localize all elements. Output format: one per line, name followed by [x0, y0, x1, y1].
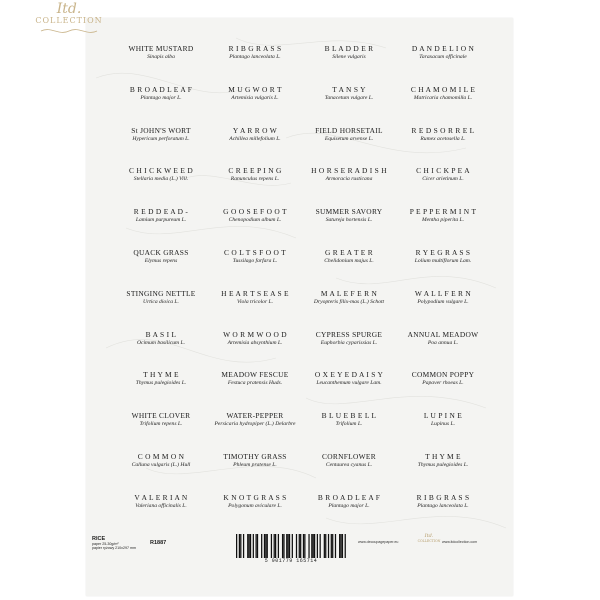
herb-common-name: M A L E F E R N: [320, 288, 378, 298]
herb-latin-name: Rumex acetosella L.: [420, 135, 466, 142]
herb-latin-name: Phleum pratense L.: [233, 461, 277, 468]
herb-label: [208, 450, 302, 491]
herb-common-name: T A N S Y: [332, 84, 366, 94]
herb-label: [114, 491, 208, 532]
herb-common-name: W O R M W O O D: [223, 329, 287, 339]
herb-common-name: B R O A D L E A F: [317, 492, 381, 502]
herb-label: [396, 368, 490, 409]
herb-common-name: K N O T G R A S S: [223, 492, 287, 502]
herb-label: [396, 450, 490, 491]
paper-size: papier ryżowy 210x297 mm: [92, 546, 136, 550]
herb-common-name: H O R S E R A D I S H: [311, 166, 387, 176]
herb-common-name: C O M M O N: [137, 451, 185, 461]
herb-label: [396, 124, 490, 165]
herb-latin-name: Urtica dioica L.: [143, 298, 179, 305]
herb-common-name: MEADOW FESCUE: [221, 370, 289, 380]
website-itd: www.itdcollection.com: [442, 540, 478, 544]
herb-label: [208, 409, 302, 450]
herb-latin-name: Polypodium vulgare L.: [417, 298, 469, 305]
barcode-image: [236, 534, 346, 558]
herb-label: [302, 246, 396, 287]
herb-common-name: WATER-PEPPER: [226, 411, 284, 421]
herb-latin-name: Taraxacum officinale: [419, 54, 467, 60]
herb-common-name: V A L E R I A N: [134, 492, 188, 502]
herb-latin-name: Ocimum basilicum L.: [136, 339, 185, 346]
barcode-number: 5 901779 165714: [264, 558, 318, 564]
herb-latin-name: Trifolium repens L.: [139, 421, 183, 428]
herb-common-name: COMMON POPPY: [411, 370, 475, 380]
herb-latin-name: Armoracia rusticana: [325, 176, 373, 183]
herb-latin-name: Viola tricolor L.: [236, 298, 274, 305]
herb-latin-name: Plantago lanceolata L.: [417, 502, 469, 509]
herb-common-name: T H Y M E: [143, 370, 179, 380]
product-code: R1887: [150, 540, 167, 546]
herb-label: [396, 287, 490, 328]
herb-latin-name: Thymus pulegioides L.: [135, 380, 187, 387]
herb-common-name: C O L T S F O O T: [224, 247, 286, 257]
herb-label: [302, 205, 396, 246]
herb-label: [302, 328, 396, 369]
herb-label: [114, 450, 208, 491]
herb-label: [114, 409, 208, 450]
herb-latin-name: Ranunculus repens L.: [230, 176, 280, 183]
flourish-ornament: [39, 26, 99, 36]
herb-common-name: L U P I N E: [423, 411, 463, 421]
herb-latin-name: Plantago lanceolata L.: [229, 54, 281, 60]
herb-latin-name: Plantago major L.: [140, 94, 182, 101]
herb-label: [114, 205, 208, 246]
herb-common-name: Y A R R O W: [232, 125, 278, 135]
herb-latin-name: Elymus repens: [144, 257, 178, 264]
herb-latin-name: Tanacetum vulgare L.: [324, 94, 374, 101]
herb-latin-name: Thymus pulegioides L.: [417, 461, 469, 468]
herb-label: [208, 368, 302, 409]
herb-latin-name: Lolium multiflorum Lam.: [414, 257, 472, 264]
herb-common-name: C H I C K W E E D: [129, 166, 193, 176]
herb-common-name: G R E A T E R: [325, 247, 373, 257]
herb-common-name: WHITE MUSTARD: [128, 44, 194, 53]
herb-common-name: D A N D E L I O N: [411, 44, 475, 53]
herb-common-name: St JOHN'S WORT: [131, 125, 191, 135]
herb-common-name: R I B G R A S S: [228, 44, 282, 53]
herb-latin-name: Silene vulgaris: [332, 54, 366, 60]
herb-common-name: C H A M O M I L E: [410, 84, 476, 94]
brand-logo: Itd. COLLECTION: [14, 2, 124, 52]
footer-brand-logo: Itd. COLLECTION: [417, 533, 441, 543]
herb-latin-name: Satureja hortensis L.: [325, 217, 373, 224]
herb-label: [396, 83, 490, 124]
herb-latin-name: Chenopodium album L.: [228, 217, 282, 224]
herb-latin-name: Polygonum aviculare L.: [228, 502, 282, 509]
herb-label: [208, 164, 302, 205]
herb-latin-name: Papaver rhoeas L.: [422, 380, 464, 387]
herb-common-name: FIELD HORSETAIL: [315, 125, 383, 135]
herb-common-name: R I B G R A S S: [416, 492, 470, 502]
herb-label: [208, 246, 302, 287]
herb-common-name: R E D D E A D -: [133, 207, 189, 217]
herb-label: [396, 409, 490, 450]
herb-latin-name: Artemisia absynthium L.: [227, 339, 283, 346]
herb-label: [396, 205, 490, 246]
herb-label: [396, 164, 490, 205]
herb-label: [302, 124, 396, 165]
herb-label: [302, 42, 396, 83]
paper-info: [92, 536, 167, 550]
herb-label: [114, 124, 208, 165]
herb-common-name: WHITE CLOVER: [131, 411, 191, 421]
herb-common-name: T H Y M E: [425, 451, 461, 461]
herb-label: [114, 164, 208, 205]
herb-latin-name: Chelidonium majus L.: [324, 257, 374, 264]
herb-latin-name: Dryopteris filix-mas (L.) Schott: [313, 298, 385, 305]
herb-latin-name: Lupinus L.: [431, 421, 455, 428]
herb-latin-name: Euphorbia cyparissias L.: [320, 339, 378, 346]
herb-latin-name: Sinapis alba: [147, 54, 175, 60]
herb-latin-name: Artemisia vulgaris L.: [231, 94, 279, 101]
herb-label: [114, 246, 208, 287]
herb-label: [208, 287, 302, 328]
herb-latin-name: Festuca pratensis Huds.: [227, 380, 283, 387]
herb-latin-name: Tussilago farfara L.: [232, 257, 278, 264]
herb-common-name: G O O S E F O O T: [223, 207, 287, 217]
herb-common-name: C H I C K P E A: [416, 166, 470, 176]
herb-label: [208, 328, 302, 369]
herb-label: [302, 83, 396, 124]
herb-common-name: P E P P E R M I N T: [409, 207, 477, 217]
herb-label: [114, 328, 208, 369]
herb-label: [302, 450, 396, 491]
herb-common-name: STINGING NETTLE: [126, 288, 196, 298]
herb-common-name: B L A D D E R: [324, 44, 374, 53]
herb-latin-name: Stellaria media (L.) Vill.: [133, 176, 189, 183]
herb-common-name: B L U E B E L L: [321, 411, 377, 421]
herb-latin-name: Centaurea cyanus L.: [325, 461, 373, 468]
herb-latin-name: Leucanthemum vulgare Lam.: [316, 380, 382, 387]
herb-common-name: H E A R T S E A S E: [221, 288, 289, 298]
rice-paper-sheet: [86, 18, 513, 596]
herb-label: [396, 328, 490, 369]
herb-label: [208, 491, 302, 532]
herb-label: [302, 368, 396, 409]
herb-common-name: W A L L F E R N: [414, 288, 472, 298]
herb-latin-name: Valeriana officinalis L.: [135, 502, 187, 509]
herb-label: [114, 368, 208, 409]
herb-latin-name: Achillea millefolium L.: [229, 135, 281, 142]
herb-latin-name: Poa annua L.: [427, 339, 459, 346]
herb-label: [396, 246, 490, 287]
herb-common-name: ANNUAL MEADOW: [407, 329, 479, 339]
herb-label: [396, 491, 490, 532]
herb-common-name: B R O A D L E A F: [129, 84, 193, 94]
herb-label: [302, 409, 396, 450]
label-grid: [114, 42, 490, 532]
herb-label: [302, 164, 396, 205]
herb-latin-name: Plantago major L.: [328, 502, 370, 509]
herb-latin-name: Cicer arietinum L.: [422, 176, 464, 183]
herb-label: [208, 42, 302, 83]
herb-latin-name: Calluna vulgaris (L.) Hull: [131, 461, 191, 468]
herb-label: [302, 491, 396, 532]
herb-label: [114, 42, 208, 83]
herb-latin-name: Lamium purpureum L.: [135, 217, 187, 224]
herb-latin-name: Trifolium L.: [335, 421, 363, 428]
herb-common-name: R E D S O R R E L: [411, 125, 475, 135]
herb-common-name: TIMOTHY GRASS: [223, 451, 287, 461]
herb-common-name: B A S I L: [145, 329, 177, 339]
paper-type: RICE: [92, 536, 106, 542]
herb-common-name: C R E E P I N G: [228, 166, 282, 176]
herb-common-name: R Y E G R A S S: [415, 247, 471, 257]
herb-common-name: O X E Y E D A I S Y: [314, 370, 384, 380]
herb-latin-name: Equisetum arvense L.: [324, 135, 374, 142]
herb-latin-name: Mentha piperita L.: [421, 217, 465, 224]
herb-label: [114, 83, 208, 124]
herb-label: [302, 287, 396, 328]
paper-weight: paper 25-30g/m²: [92, 542, 119, 546]
herb-label: [208, 83, 302, 124]
herb-label: [396, 42, 490, 83]
herb-latin-name: Hypericum perforatum L.: [132, 135, 190, 142]
herb-latin-name: Matricaria chamomilla L.: [413, 94, 473, 101]
herb-common-name: CORNFLOWER: [322, 451, 376, 461]
herb-common-name: CYPRESS SPURGE: [315, 329, 383, 339]
herb-label: [208, 124, 302, 165]
herb-label: [208, 205, 302, 246]
herb-common-name: SUMMER SAVORY: [315, 207, 383, 217]
herb-label: [114, 287, 208, 328]
sheet-footer: [86, 534, 513, 596]
herb-latin-name: Persicaria hydropiper (L.) Delarbre: [214, 421, 296, 428]
herb-common-name: QUACK GRASS: [133, 247, 189, 257]
herb-common-name: M U G W O R T: [228, 84, 282, 94]
website-decoupage: www.decoupagepaper.eu: [358, 540, 399, 544]
